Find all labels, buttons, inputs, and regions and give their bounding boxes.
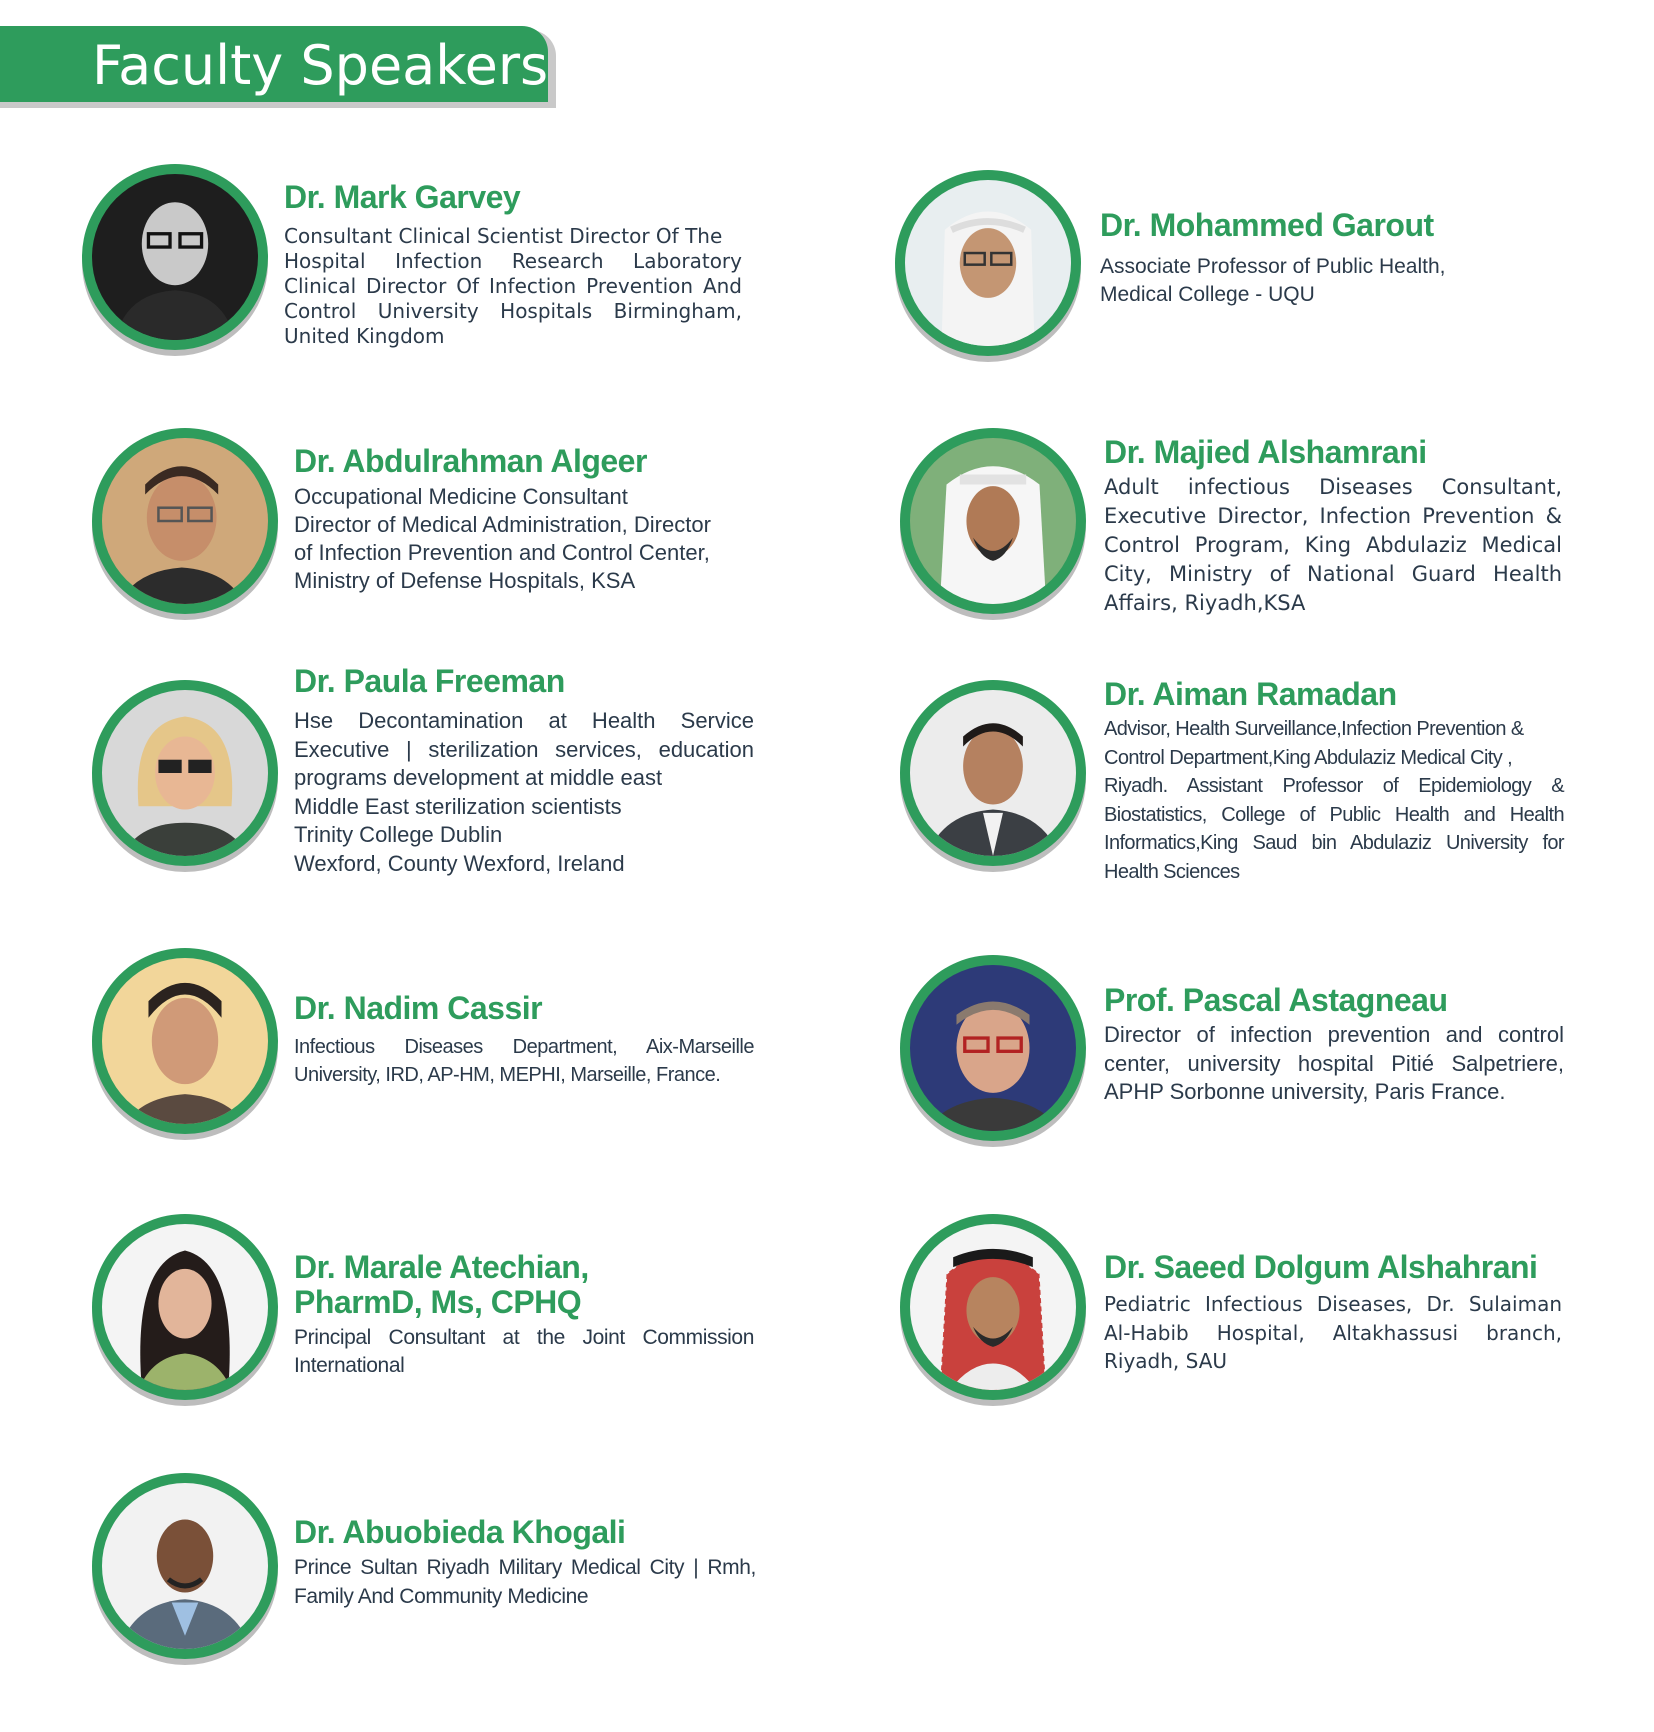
speaker-bio: Principal Consultant at the Joint Commission International [294,1326,754,1377]
speaker-name: Dr. Saeed Dolgum Alshahrani [1104,1249,1538,1285]
speaker-photo-frame [900,680,1086,866]
speaker-photo [905,180,1071,346]
speaker-name: Prof. Pascal Astagneau [1104,982,1448,1018]
speaker-name: Dr. Marale Atechian, [294,1249,589,1285]
speaker-bio: Infectious Diseases Department, Aix-Marseille University, IRD, AP-HM, MEPHI, Marseille, France. [294,1036,754,1086]
speaker-name: Dr. Mark Garvey [284,179,521,215]
speaker-bio: Hse Decontamination at Health Service Executive | sterilization services, education programs development at middle east Middle East sterilization scientists Trinity College Dublin Wexford, County Wexford, Ireland [294,708,754,876]
speaker-bio: Prince Sultan Riyadh Military Medical City | Rmh, Family And Community Medicine [294,1556,756,1608]
speaker-name: Dr. Paula Freeman [294,663,565,699]
header-banner [0,26,548,102]
speaker-name: Dr. Nadim Cassir [294,990,543,1026]
page-title: Faculty Speakers [92,34,549,97]
speaker-bio: Associate Professor of Public Health, Medical College - UQU [1100,255,1446,306]
speaker-photo [910,438,1076,604]
speaker-photo-frame [92,428,278,614]
speaker-bio: Director of infection prevention and control center, university hospital Pitié Salpetriere, APHP Sorbonne university, Paris France. [1104,1022,1564,1104]
speaker-bio: Advisor, Health Surveillance,Infection Prevention & Control Department,King Abdulaziz Medical City , Riyadh. Assistant Professor of Epidemiology & Biostatistics, College of Public Health and Health Informatics,King Saud bin Abdulaziz University for Health Sciences [1104,718,1564,883]
speaker-photo [102,1224,268,1390]
speaker-name: Dr. Majied Alshamrani [1104,434,1427,470]
speaker-photo-frame [900,1214,1086,1400]
speaker-photo [102,958,268,1124]
speaker-credentials: PharmD, Ms, CPHQ [294,1284,582,1320]
speaker-bio: Pediatric Infectious Diseases, Dr. Sulaiman Al-Habib Hospital, Altakhassusi branch, Riyadh, SAU [1104,1292,1562,1373]
speaker-photo-frame [92,1214,278,1400]
speaker-bio: Adult infectious Diseases Consultant, Executive Director, Infection Prevention & Control Program, King Abdulaziz Medical City, Ministry of National Guard Health Affairs, Riyadh,KSA [1104,475,1562,615]
speaker-photo [910,965,1076,1131]
speaker-photo-frame [92,948,278,1134]
speaker-photo-frame [92,1473,278,1659]
speaker-photo [910,1224,1076,1390]
speaker-photo [910,690,1076,856]
speaker-bio: Consultant Clinical Scientist Director Of The Hospital Infection Research Laboratory Clinical Director Of Infection Prevention And Control University Hospitals Birmingham, United Kingdom [284,224,742,348]
speaker-name: Dr. Aiman Ramadan [1104,676,1397,712]
speaker-photo [92,174,258,340]
speaker-photo-frame [82,164,268,350]
speaker-name: Dr. Mohammed Garout [1100,207,1434,243]
speaker-photo-frame [895,170,1081,356]
speaker-name: Dr. Abuobieda Khogali [294,1514,626,1550]
speaker-name: Dr. Abdulrahman Algeer [294,443,647,479]
speaker-photo [102,690,268,856]
speaker-bio: Occupational Medicine Consultant Director of Medical Administration, Director of Infection Prevention and Control Center, Ministry of Defense Hospitals, KSA [294,484,711,593]
speaker-photo-frame [900,428,1086,614]
speaker-photo-frame [900,955,1086,1141]
speaker-photo [102,438,268,604]
speaker-photo-frame [92,680,278,866]
speaker-photo [102,1483,268,1649]
